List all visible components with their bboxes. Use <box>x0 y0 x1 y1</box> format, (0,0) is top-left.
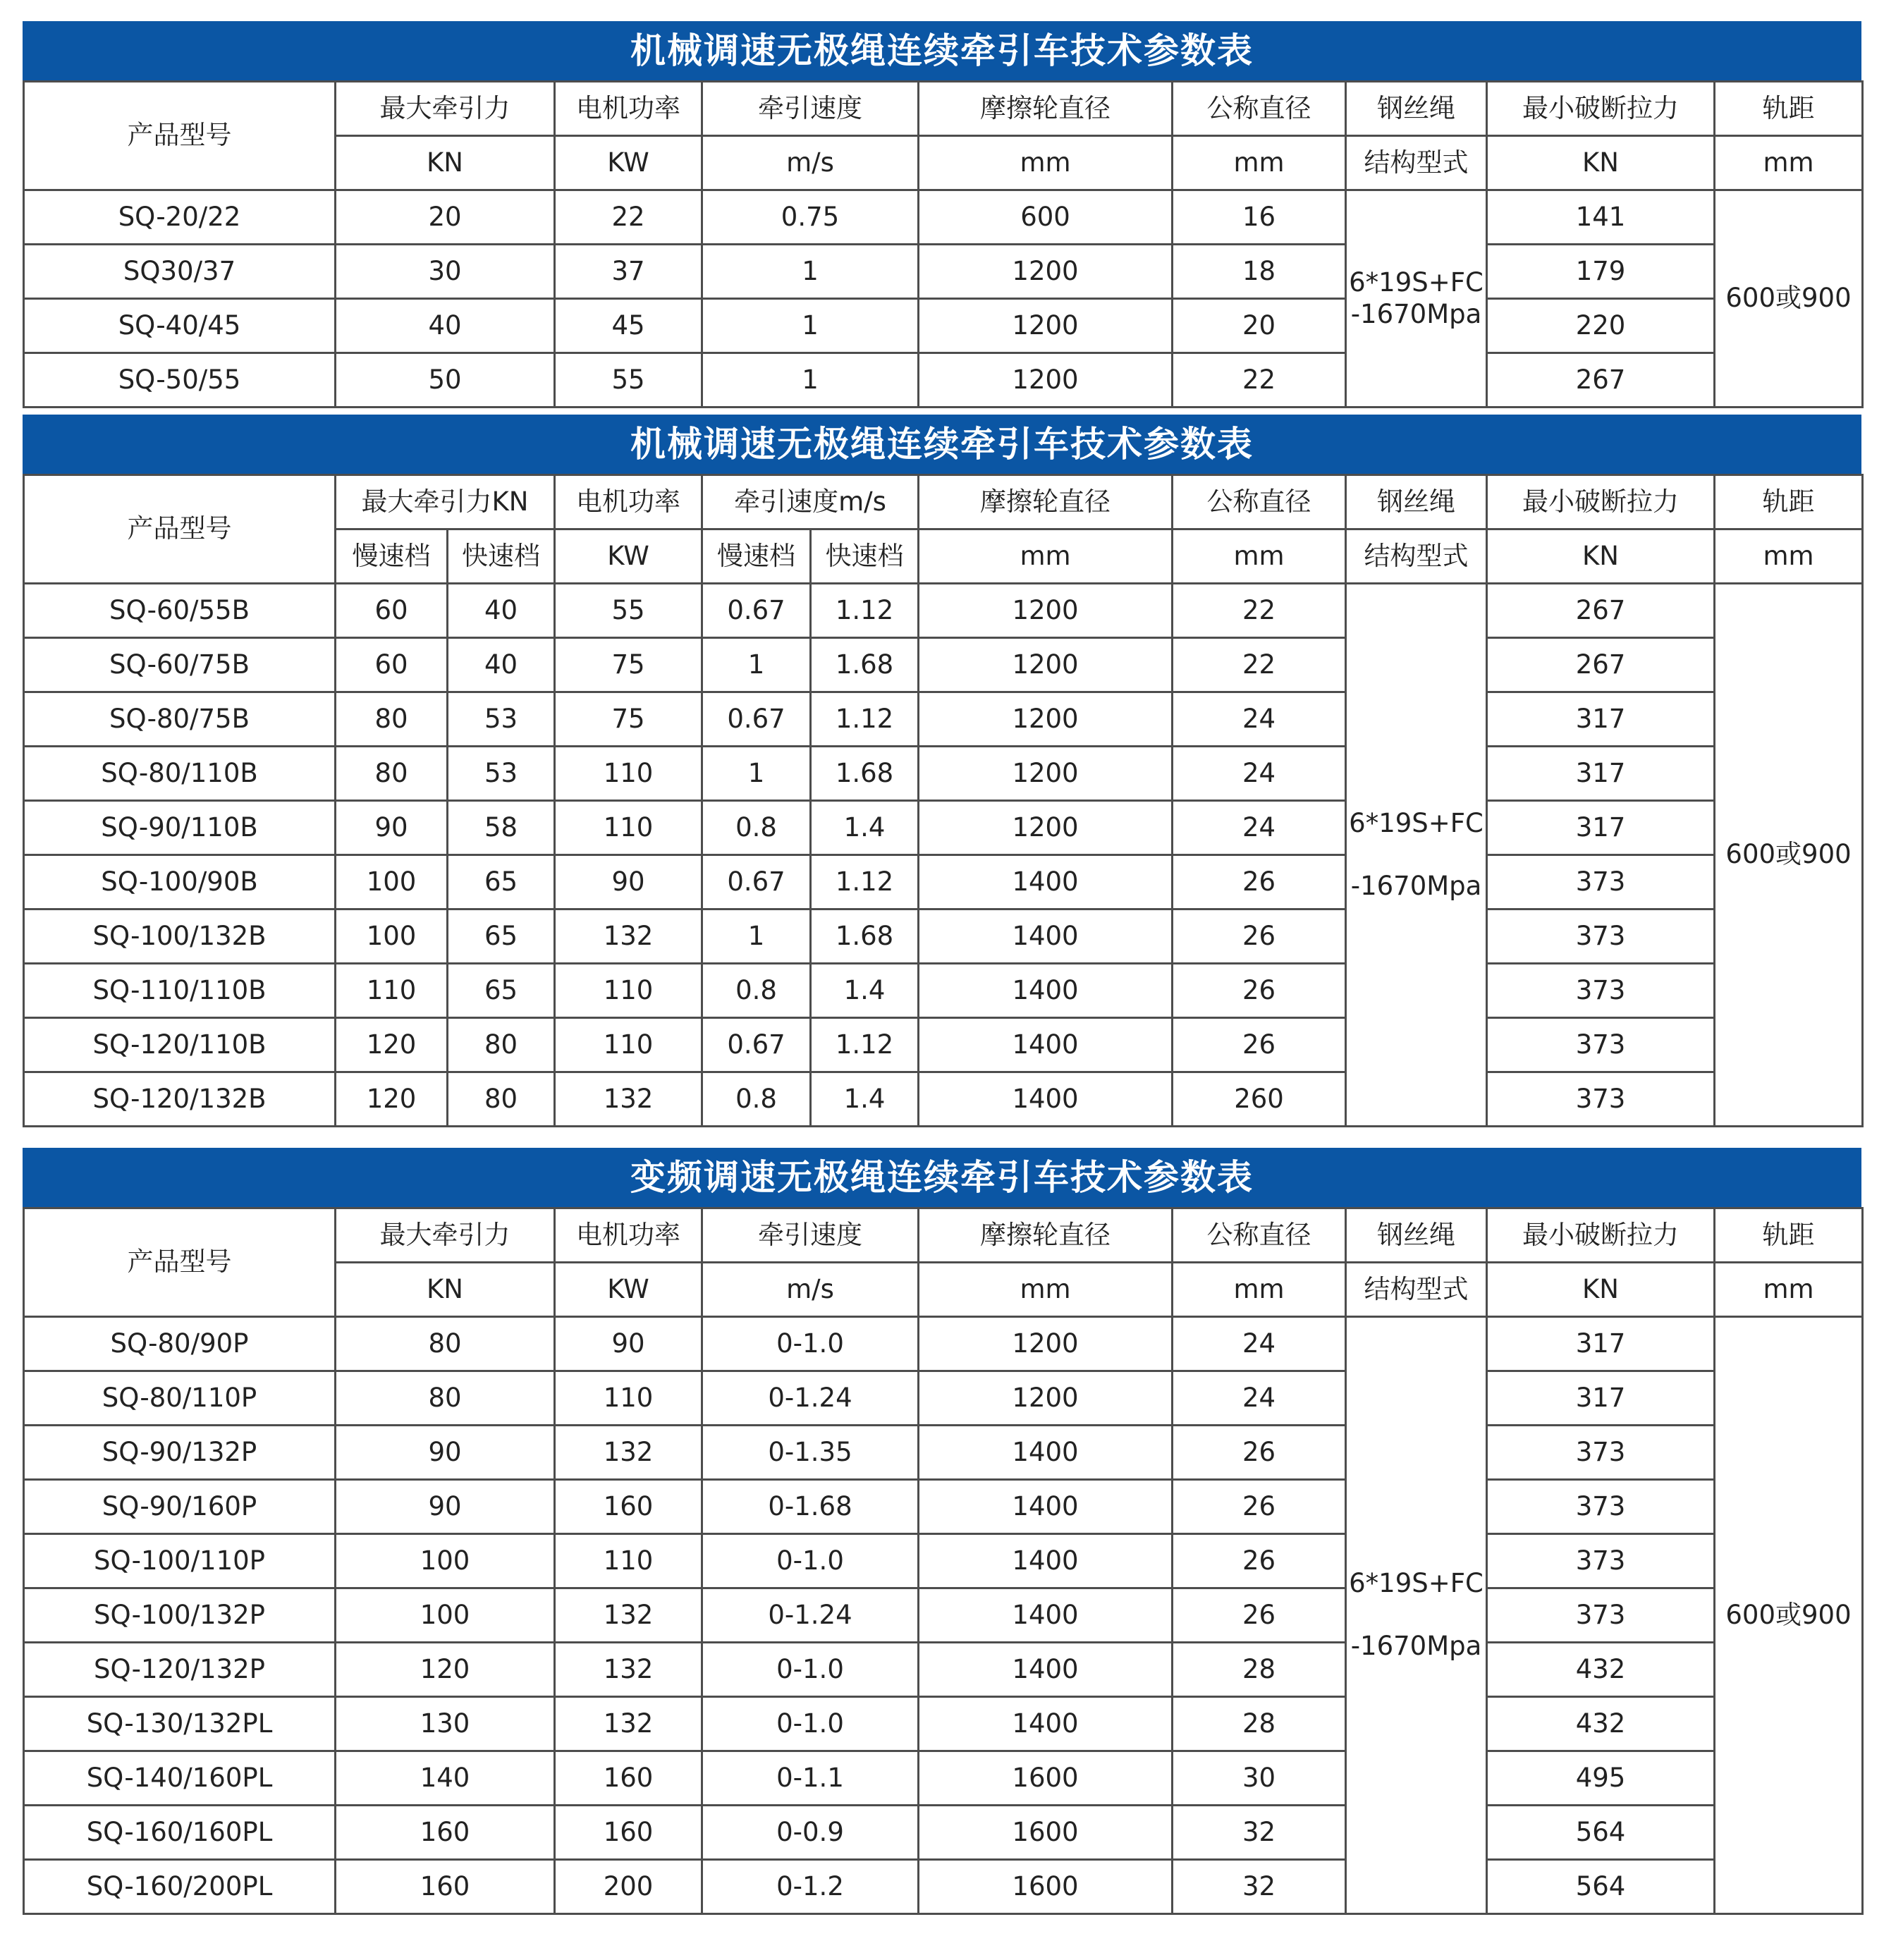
unit-diameter: mm <box>1173 136 1346 190</box>
cell-wheel: 1400 <box>919 1697 1173 1751</box>
cell-force-fast: 65 <box>448 855 555 909</box>
cell-force-slow: 80 <box>336 747 448 801</box>
cell-speed: 0-1.2 <box>702 1860 919 1914</box>
header-speed: 牵引速度 <box>702 1208 919 1263</box>
cell-power: 132 <box>555 1697 702 1751</box>
cell-power: 55 <box>555 584 702 638</box>
cell-model: SQ-80/110B <box>24 747 336 801</box>
cell-model: SQ-140/160PL <box>24 1751 336 1806</box>
cell-speed-slow: 0.8 <box>702 801 811 855</box>
cell-speed-fast: 1.4 <box>811 964 919 1018</box>
cell-breaking: 564 <box>1487 1860 1715 1914</box>
table-row <box>24 692 1863 747</box>
table-row <box>24 1480 1863 1534</box>
cell-power: 160 <box>555 1751 702 1806</box>
cell-speed: 0-1.0 <box>702 1643 919 1697</box>
cell-force: 80 <box>336 1371 555 1426</box>
table-row <box>24 1018 1863 1072</box>
cell-breaking: 373 <box>1487 1426 1715 1480</box>
cell-power: 75 <box>555 638 702 692</box>
cell-wheel: 1200 <box>919 801 1173 855</box>
cell-force: 100 <box>336 1588 555 1643</box>
cell-speed: 1 <box>702 353 919 408</box>
cell-breaking: 432 <box>1487 1697 1715 1751</box>
header-rope: 钢丝绳 <box>1346 475 1487 529</box>
cell-model: SQ-100/132P <box>24 1588 336 1643</box>
mechanical-table-1 <box>23 21 1861 408</box>
cell-gauge: 600或900 <box>1715 1317 1863 1914</box>
cell-force-fast: 40 <box>448 638 555 692</box>
table-title: 变频调速无极绳连续牵引车技术参数表 <box>23 1148 1861 1207</box>
cell-force-fast: 80 <box>448 1072 555 1127</box>
cell-wheel: 1400 <box>919 964 1173 1018</box>
cell-wheel: 1400 <box>919 1480 1173 1534</box>
cell-wheel: 1200 <box>919 1371 1173 1426</box>
cell-power: 110 <box>555 964 702 1018</box>
cell-speed: 0-1.68 <box>702 1480 919 1534</box>
unit-gauge: mm <box>1715 136 1863 190</box>
cell-model: SQ30/37 <box>24 245 336 299</box>
cell-diameter: 32 <box>1173 1806 1346 1860</box>
unit-diameter: mm <box>1173 529 1346 584</box>
unit-rope: 结构型式 <box>1346 1263 1487 1317</box>
unit-speed-fast: 快速档 <box>811 529 919 584</box>
cell-model: SQ-130/132PL <box>24 1697 336 1751</box>
table-row <box>24 1697 1863 1751</box>
cell-breaking: 373 <box>1487 855 1715 909</box>
cell-power: 75 <box>555 692 702 747</box>
cell-wheel: 1400 <box>919 1426 1173 1480</box>
cell-diameter: 22 <box>1173 584 1346 638</box>
table-row <box>24 1588 1863 1643</box>
cell-speed: 0-1.24 <box>702 1371 919 1426</box>
cell-force: 100 <box>336 1534 555 1588</box>
spec-table <box>23 474 1864 1127</box>
cell-power: 110 <box>555 801 702 855</box>
cell-breaking: 495 <box>1487 1751 1715 1806</box>
cell-diameter: 26 <box>1173 1018 1346 1072</box>
cell-wheel: 1400 <box>919 1072 1173 1127</box>
cell-wheel: 1400 <box>919 855 1173 909</box>
cell-speed: 0-1.0 <box>702 1534 919 1588</box>
header-breaking: 最小破断拉力 <box>1487 82 1715 136</box>
rope-line-2: -1670Mpa <box>1350 870 1482 901</box>
cell-wheel: 1200 <box>919 747 1173 801</box>
cell-wheel: 1400 <box>919 1588 1173 1643</box>
cell-model: SQ-60/55B <box>24 584 336 638</box>
cell-speed: 0-0.9 <box>702 1806 919 1860</box>
table-row <box>24 638 1863 692</box>
cell-model: SQ-160/160PL <box>24 1806 336 1860</box>
cell-diameter: 28 <box>1173 1643 1346 1697</box>
spec-table <box>23 80 1864 408</box>
cell-model: SQ-120/110B <box>24 1018 336 1072</box>
cell-force: 140 <box>336 1751 555 1806</box>
header-model: 产品型号 <box>24 82 336 190</box>
header-gauge: 轨距 <box>1715 82 1863 136</box>
cell-breaking: 267 <box>1487 638 1715 692</box>
cell-model: SQ-100/110P <box>24 1534 336 1588</box>
table-row <box>24 299 1863 353</box>
cell-breaking: 141 <box>1487 190 1715 245</box>
cell-force: 40 <box>336 299 555 353</box>
unit-breaking: KN <box>1487 529 1715 584</box>
table-title: 机械调速无极绳连续牵引车技术参数表 <box>23 415 1861 474</box>
cell-force: 30 <box>336 245 555 299</box>
cell-wheel: 1400 <box>919 1018 1173 1072</box>
cell-speed-fast: 1.68 <box>811 747 919 801</box>
header-power: 电机功率 <box>555 1208 702 1263</box>
cell-power: 37 <box>555 245 702 299</box>
table-row <box>24 1751 1863 1806</box>
cell-force: 80 <box>336 1317 555 1371</box>
unit-wheel: mm <box>919 1263 1173 1317</box>
table-title: 机械调速无极绳连续牵引车技术参数表 <box>23 21 1861 80</box>
cell-breaking: 220 <box>1487 299 1715 353</box>
cell-diameter: 24 <box>1173 1371 1346 1426</box>
header-wheel: 摩擦轮直径 <box>919 1208 1173 1263</box>
cell-model: SQ-50/55 <box>24 353 336 408</box>
cell-breaking: 317 <box>1487 692 1715 747</box>
cell-speed-slow: 0.8 <box>702 1072 811 1127</box>
cell-power: 132 <box>555 1643 702 1697</box>
cell-breaking: 317 <box>1487 1317 1715 1371</box>
cell-diameter: 26 <box>1173 1480 1346 1534</box>
cell-wheel: 1200 <box>919 299 1173 353</box>
cell-force-slow: 120 <box>336 1072 448 1127</box>
cell-diameter: 24 <box>1173 801 1346 855</box>
table-row <box>24 353 1863 408</box>
cell-rope-type <box>1346 1317 1487 1914</box>
cell-wheel: 1200 <box>919 245 1173 299</box>
cell-force-slow: 60 <box>336 638 448 692</box>
unit-speed-slow: 慢速档 <box>702 529 811 584</box>
cell-force-fast: 53 <box>448 692 555 747</box>
table-row <box>24 1317 1863 1371</box>
rope-line-2: -1670Mpa <box>1350 1631 1482 1662</box>
cell-model: SQ-80/75B <box>24 692 336 747</box>
cell-force: 90 <box>336 1480 555 1534</box>
cell-power: 55 <box>555 353 702 408</box>
cell-speed-slow: 0.67 <box>702 584 811 638</box>
cell-speed-fast: 1.12 <box>811 855 919 909</box>
cell-power: 110 <box>555 1534 702 1588</box>
unit-rope: 结构型式 <box>1346 529 1487 584</box>
cell-wheel: 1200 <box>919 692 1173 747</box>
cell-diameter: 24 <box>1173 747 1346 801</box>
table-row <box>24 584 1863 638</box>
unit-diameter: mm <box>1173 1263 1346 1317</box>
cell-breaking: 317 <box>1487 747 1715 801</box>
cell-diameter: 26 <box>1173 1588 1346 1643</box>
header-force: 最大牵引力KN <box>336 475 555 529</box>
table-row <box>24 801 1863 855</box>
unit-force: KN <box>336 136 555 190</box>
cell-force-fast: 65 <box>448 909 555 964</box>
cell-diameter: 260 <box>1173 1072 1346 1127</box>
cell-breaking: 373 <box>1487 1018 1715 1072</box>
unit-gauge: mm <box>1715 529 1863 584</box>
header-gauge: 轨距 <box>1715 475 1863 529</box>
unit-rope: 结构型式 <box>1346 136 1487 190</box>
header-diameter: 公称直径 <box>1173 1208 1346 1263</box>
cell-breaking: 373 <box>1487 1534 1715 1588</box>
table-row <box>24 1371 1863 1426</box>
cell-breaking: 373 <box>1487 964 1715 1018</box>
cell-diameter: 22 <box>1173 638 1346 692</box>
unit-breaking: KN <box>1487 1263 1715 1317</box>
cell-diameter: 28 <box>1173 1697 1346 1751</box>
cell-diameter: 24 <box>1173 1317 1346 1371</box>
cell-force-slow: 60 <box>336 584 448 638</box>
cell-power: 160 <box>555 1806 702 1860</box>
cell-force: 160 <box>336 1860 555 1914</box>
header-wheel: 摩擦轮直径 <box>919 82 1173 136</box>
cell-diameter: 26 <box>1173 1534 1346 1588</box>
unit-force-fast: 快速档 <box>448 529 555 584</box>
table-row <box>24 190 1863 245</box>
cell-speed-fast: 1.4 <box>811 1072 919 1127</box>
cell-model: SQ-120/132P <box>24 1643 336 1697</box>
cell-speed: 0-1.0 <box>702 1697 919 1751</box>
cell-diameter: 26 <box>1173 855 1346 909</box>
cell-diameter: 30 <box>1173 1751 1346 1806</box>
cell-breaking: 267 <box>1487 353 1715 408</box>
header-breaking: 最小破断拉力 <box>1487 1208 1715 1263</box>
cell-wheel: 1400 <box>919 1534 1173 1588</box>
header-row <box>24 475 1863 529</box>
cell-diameter: 26 <box>1173 1426 1346 1480</box>
cell-breaking: 179 <box>1487 245 1715 299</box>
cell-breaking: 317 <box>1487 1371 1715 1426</box>
cell-speed-slow: 0.67 <box>702 1018 811 1072</box>
cell-wheel: 1200 <box>919 1317 1173 1371</box>
header-row <box>24 1208 1863 1263</box>
cell-power: 132 <box>555 909 702 964</box>
cell-power: 132 <box>555 1072 702 1127</box>
cell-speed-fast: 1.4 <box>811 801 919 855</box>
rope-line-1: 6*19S+FC <box>1349 1568 1484 1599</box>
cell-speed-fast: 1.12 <box>811 584 919 638</box>
cell-speed: 0.75 <box>702 190 919 245</box>
cell-diameter: 18 <box>1173 245 1346 299</box>
cell-power: 132 <box>555 1588 702 1643</box>
cell-breaking: 317 <box>1487 801 1715 855</box>
cell-force: 120 <box>336 1643 555 1697</box>
cell-speed: 0-1.0 <box>702 1317 919 1371</box>
table-row <box>24 964 1863 1018</box>
cell-wheel: 1200 <box>919 638 1173 692</box>
cell-model: SQ-40/45 <box>24 299 336 353</box>
cell-model: SQ-90/132P <box>24 1426 336 1480</box>
cell-force: 130 <box>336 1697 555 1751</box>
cell-force: 20 <box>336 190 555 245</box>
rope-line-1: 6*19S+FC <box>1349 267 1484 298</box>
unit-speed: m/s <box>702 136 919 190</box>
cell-rope-type <box>1346 584 1487 1127</box>
cell-speed: 0-1.24 <box>702 1588 919 1643</box>
cell-wheel: 1400 <box>919 1643 1173 1697</box>
cell-speed-slow: 0.8 <box>702 964 811 1018</box>
header-rope: 钢丝绳 <box>1346 1208 1487 1263</box>
table-row <box>24 245 1863 299</box>
table-row <box>24 1072 1863 1127</box>
cell-breaking: 267 <box>1487 584 1715 638</box>
cell-power: 45 <box>555 299 702 353</box>
unit-breaking: KN <box>1487 136 1715 190</box>
cell-force-fast: 40 <box>448 584 555 638</box>
cell-force-slow: 120 <box>336 1018 448 1072</box>
cell-model: SQ-120/132B <box>24 1072 336 1127</box>
unit-power: KW <box>555 529 702 584</box>
cell-force-slow: 80 <box>336 692 448 747</box>
cell-speed-fast: 1.12 <box>811 1018 919 1072</box>
unit-power: KW <box>555 1263 702 1317</box>
cell-gauge: 600或900 <box>1715 190 1863 408</box>
cell-force: 160 <box>336 1806 555 1860</box>
cell-breaking: 373 <box>1487 909 1715 964</box>
cell-wheel: 1200 <box>919 353 1173 408</box>
header-diameter: 公称直径 <box>1173 82 1346 136</box>
cell-power: 22 <box>555 190 702 245</box>
header-diameter: 公称直径 <box>1173 475 1346 529</box>
header-force: 最大牵引力 <box>336 1208 555 1263</box>
unit-power: KW <box>555 136 702 190</box>
cell-force-fast: 58 <box>448 801 555 855</box>
cell-power: 110 <box>555 1371 702 1426</box>
cell-speed: 1 <box>702 245 919 299</box>
table-row <box>24 909 1863 964</box>
cell-model: SQ-90/160P <box>24 1480 336 1534</box>
cell-force-slow: 100 <box>336 855 448 909</box>
cell-model: SQ-80/90P <box>24 1317 336 1371</box>
cell-force: 90 <box>336 1426 555 1480</box>
rope-line-2: -1670Mpa <box>1350 298 1482 329</box>
cell-force-fast: 80 <box>448 1018 555 1072</box>
header-power: 电机功率 <box>555 82 702 136</box>
cell-diameter: 24 <box>1173 692 1346 747</box>
cell-model: SQ-100/90B <box>24 855 336 909</box>
unit-wheel: mm <box>919 136 1173 190</box>
header-speed: 牵引速度m/s <box>702 475 919 529</box>
table-row <box>24 855 1863 909</box>
cell-force-fast: 65 <box>448 964 555 1018</box>
cell-power: 132 <box>555 1426 702 1480</box>
unit-wheel: mm <box>919 529 1173 584</box>
cell-gauge: 600或900 <box>1715 584 1863 1127</box>
cell-wheel: 1400 <box>919 909 1173 964</box>
cell-diameter: 26 <box>1173 909 1346 964</box>
cell-speed-slow: 1 <box>702 638 811 692</box>
cell-model: SQ-80/110P <box>24 1371 336 1426</box>
cell-rope-type <box>1346 190 1487 408</box>
cell-wheel: 600 <box>919 190 1173 245</box>
cell-diameter: 16 <box>1173 190 1346 245</box>
variable-frequency-table <box>23 1148 1861 1915</box>
cell-power: 110 <box>555 1018 702 1072</box>
header-model: 产品型号 <box>24 475 336 584</box>
cell-model: SQ-100/132B <box>24 909 336 964</box>
cell-force-slow: 100 <box>336 909 448 964</box>
cell-force-slow: 90 <box>336 801 448 855</box>
cell-speed: 0-1.1 <box>702 1751 919 1806</box>
cell-diameter: 22 <box>1173 353 1346 408</box>
cell-breaking: 373 <box>1487 1480 1715 1534</box>
cell-speed-fast: 1.68 <box>811 638 919 692</box>
cell-model: SQ-90/110B <box>24 801 336 855</box>
unit-speed: m/s <box>702 1263 919 1317</box>
unit-gauge: mm <box>1715 1263 1863 1317</box>
cell-speed: 0-1.35 <box>702 1426 919 1480</box>
rope-line-1: 6*19S+FC <box>1349 807 1484 838</box>
cell-force: 50 <box>336 353 555 408</box>
cell-speed-slow: 1 <box>702 909 811 964</box>
cell-power: 200 <box>555 1860 702 1914</box>
table-row <box>24 1860 1863 1914</box>
header-row <box>24 82 1863 136</box>
cell-model: SQ-60/75B <box>24 638 336 692</box>
header-model: 产品型号 <box>24 1208 336 1317</box>
cell-power: 110 <box>555 747 702 801</box>
cell-breaking: 564 <box>1487 1806 1715 1860</box>
cell-diameter: 20 <box>1173 299 1346 353</box>
cell-model: SQ-110/110B <box>24 964 336 1018</box>
header-wheel: 摩擦轮直径 <box>919 475 1173 529</box>
cell-speed-slow: 1 <box>702 747 811 801</box>
cell-speed-fast: 1.12 <box>811 692 919 747</box>
cell-force-fast: 53 <box>448 747 555 801</box>
header-force: 最大牵引力 <box>336 82 555 136</box>
header-speed: 牵引速度 <box>702 82 919 136</box>
table-row <box>24 1806 1863 1860</box>
cell-wheel: 1600 <box>919 1860 1173 1914</box>
cell-power: 90 <box>555 855 702 909</box>
cell-power: 90 <box>555 1317 702 1371</box>
cell-power: 160 <box>555 1480 702 1534</box>
unit-force: KN <box>336 1263 555 1317</box>
cell-breaking: 373 <box>1487 1588 1715 1643</box>
cell-speed-fast: 1.68 <box>811 909 919 964</box>
table-row <box>24 1643 1863 1697</box>
table-row <box>24 747 1863 801</box>
cell-speed-slow: 0.67 <box>702 855 811 909</box>
header-breaking: 最小破断拉力 <box>1487 475 1715 529</box>
table-row <box>24 1426 1863 1480</box>
cell-wheel: 1200 <box>919 584 1173 638</box>
cell-wheel: 1600 <box>919 1806 1173 1860</box>
header-gauge: 轨距 <box>1715 1208 1863 1263</box>
unit-force-slow: 慢速档 <box>336 529 448 584</box>
cell-wheel: 1600 <box>919 1751 1173 1806</box>
cell-diameter: 32 <box>1173 1860 1346 1914</box>
cell-force-slow: 110 <box>336 964 448 1018</box>
mechanical-table-2 <box>23 415 1861 1127</box>
table-row <box>24 1534 1863 1588</box>
spec-table <box>23 1207 1864 1915</box>
cell-breaking: 373 <box>1487 1072 1715 1127</box>
cell-speed-slow: 0.67 <box>702 692 811 747</box>
cell-model: SQ-160/200PL <box>24 1860 336 1914</box>
cell-speed: 1 <box>702 299 919 353</box>
cell-breaking: 432 <box>1487 1643 1715 1697</box>
cell-diameter: 26 <box>1173 964 1346 1018</box>
header-rope: 钢丝绳 <box>1346 82 1487 136</box>
header-power: 电机功率 <box>555 475 702 529</box>
cell-model: SQ-20/22 <box>24 190 336 245</box>
